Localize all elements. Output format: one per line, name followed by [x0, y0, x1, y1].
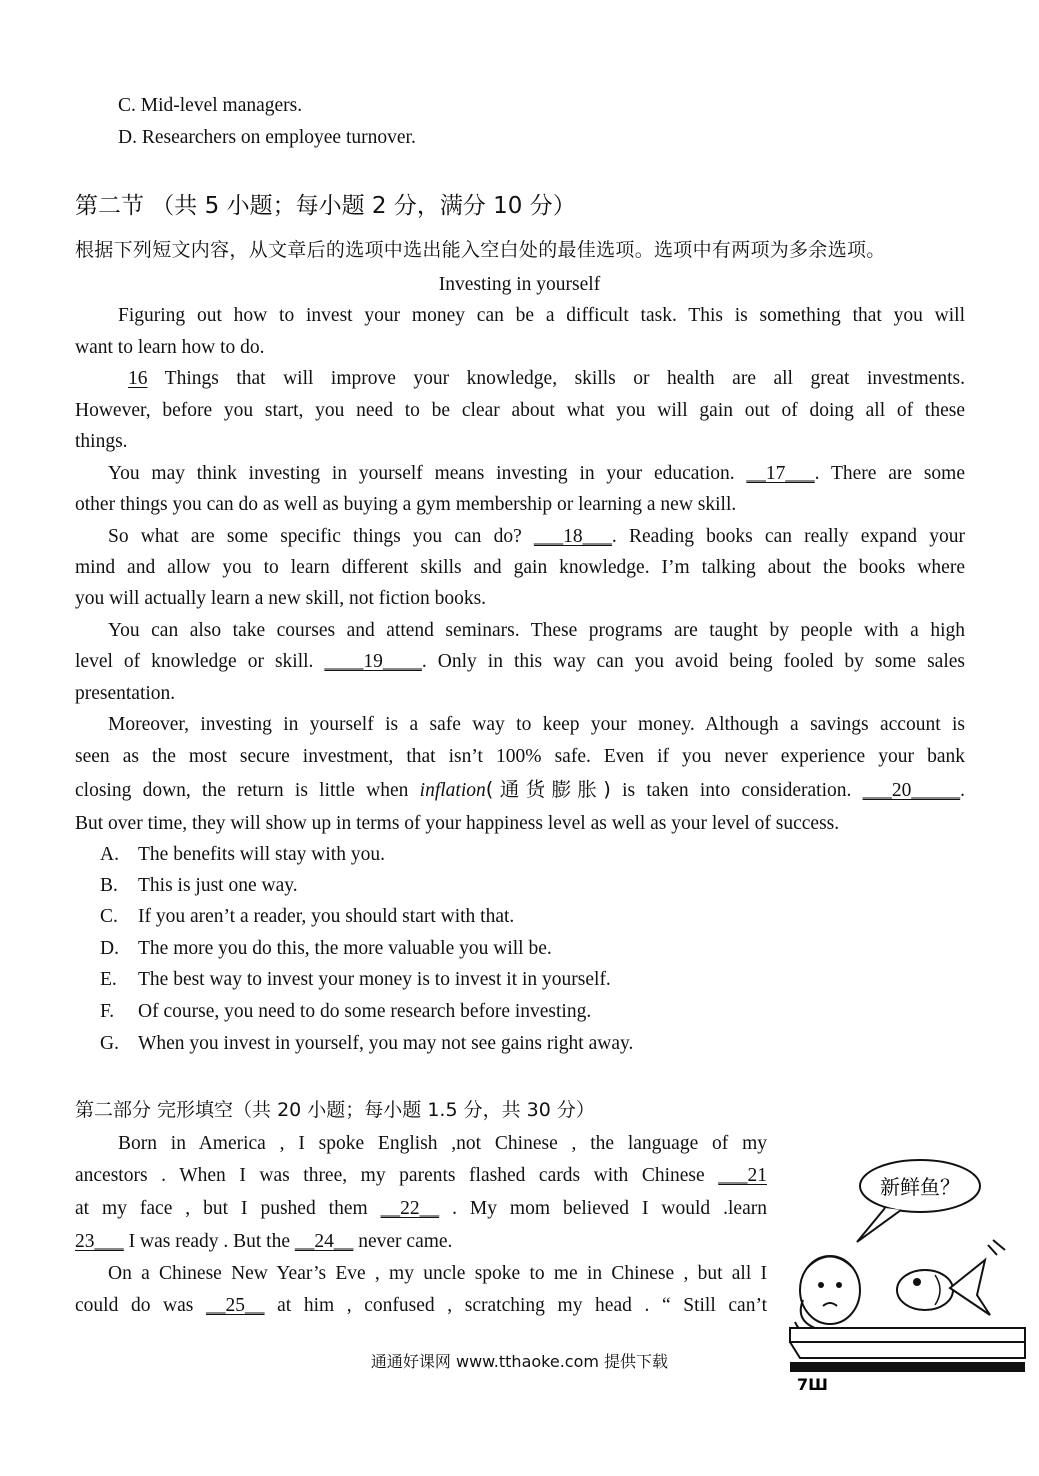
option-text: The more you do this, the more valuable you will be.	[138, 938, 552, 959]
p5-line-2	[75, 650, 965, 674]
p6-text-3c: .	[960, 780, 965, 801]
cloze-text-6b: at him , confused , scratching my head . “ Still can’t	[264, 1295, 768, 1316]
blank-23[interactable]: 23___	[75, 1231, 124, 1252]
p4-line-2	[75, 556, 965, 580]
p2-line-3: things.	[75, 431, 128, 452]
option-letter: C.	[100, 906, 118, 927]
p4-line-3: you will actually learn a new skill, not fiction books.	[75, 588, 487, 609]
bubble-tail	[857, 1208, 901, 1242]
cloze-text-1: Born in America , I spoke English ,not Chinese , the language of my	[118, 1133, 767, 1154]
p5-text-1: You can also take courses and attend seminars. These programs are taught by people with a high	[108, 620, 965, 641]
motion-lines	[988, 1240, 1005, 1255]
option-text: Of course, you need to do some research before investing.	[138, 1001, 592, 1022]
blank-19[interactable]: ____19____	[324, 651, 422, 672]
blank-17[interactable]: __17___	[746, 463, 815, 484]
bubble-text: 新鲜鱼？	[880, 1175, 960, 1199]
blank-25[interactable]: __25__	[206, 1295, 265, 1316]
option-letter: G.	[100, 1033, 119, 1054]
cloze-line-6	[75, 1294, 767, 1318]
blank-18[interactable]: ___18___	[533, 526, 612, 547]
option-text: If you aren’t a reader, you should start with that.	[138, 906, 515, 927]
p5-line-1	[108, 619, 965, 643]
option-text: The best way to invest your money is to invest it in yourself.	[138, 969, 611, 990]
p2-line-1	[128, 367, 965, 391]
table-sign: 7Ш	[797, 1375, 828, 1394]
option-letter: A.	[100, 844, 119, 865]
cloze-line-5	[108, 1262, 767, 1286]
p6-text-2: seen as the most secure investment, that isn’t 100% safe. Even if you never experience your bank	[75, 746, 965, 767]
p5-text-2b: . Only in this way can you avoid being fooled by some sales	[421, 651, 965, 672]
p3-line-2: other things you can do as well as buying a gym membership or learning a new skill.	[75, 494, 737, 515]
table-top	[790, 1328, 1025, 1342]
p6-line-1	[108, 713, 965, 737]
option-letter: F.	[100, 1001, 115, 1022]
boy-eye-right	[836, 1282, 842, 1288]
p1-line-2: want to learn how to do.	[75, 337, 265, 358]
option-a[interactable]	[100, 843, 385, 867]
option-text: When you invest in yourself, you may not see gains right away.	[138, 1033, 634, 1054]
p4-text-2: mind and allow you to learn different skills and gain knowledge. I’m talking about the books where	[75, 557, 965, 578]
cloze-text-2a: ancestors . When I was three, my parents flashed cards with Chinese	[75, 1165, 719, 1186]
part2-heading: 第二部分 完形填空（共 20 小题；每小题 1.5 分，共 30 分）	[75, 1099, 595, 1121]
section-instruction: 根据下列短文内容，从文章后的选项中选出能入空白处的最佳选项。选项中有两项为多余选项。	[75, 239, 886, 261]
inflation-word: inflation	[419, 780, 486, 801]
option-f[interactable]	[100, 1000, 591, 1024]
option-letter: D.	[100, 938, 119, 959]
cloze-text-4b: never came.	[353, 1231, 453, 1252]
page-footer: 通通好课网 www.tthaoke.com 提供下载	[370, 1352, 669, 1371]
option-d[interactable]	[100, 937, 552, 961]
boy-eye-left	[818, 1282, 824, 1288]
p4-text-1a: So what are some specific things you can do?	[108, 526, 534, 547]
cloze-line-3	[75, 1197, 767, 1221]
blank-22[interactable]: __22__	[380, 1198, 440, 1219]
blank-21[interactable]: ___21	[718, 1165, 767, 1186]
cloze-line-4	[75, 1230, 452, 1254]
fish-eye	[913, 1278, 921, 1286]
option-e[interactable]	[100, 968, 611, 992]
cloze-line-2	[75, 1164, 767, 1188]
p6-line-2	[75, 745, 965, 769]
p1-line-1	[118, 304, 965, 328]
prev-option-d: D. Researchers on employee turnover.	[118, 127, 416, 148]
option-c[interactable]	[100, 905, 514, 929]
p6-text-1: Moreover, investing in yourself is a safe way to keep your money. Although a savings account is	[108, 714, 965, 735]
p3-line-1	[108, 462, 965, 486]
option-letter: B.	[100, 875, 118, 896]
p2-text-1: Things that will improve your knowledge, skills or health are all great investments.	[147, 368, 965, 389]
option-b[interactable]	[100, 874, 298, 898]
blank-16[interactable]: 16	[128, 368, 148, 389]
cloze-text-3a: at my face , but I pushed them	[75, 1198, 381, 1219]
option-letter: E.	[100, 969, 117, 990]
p2-line-2	[75, 399, 965, 423]
p6-text-3b: is taken into consideration.	[610, 780, 863, 801]
p6-line-4: But over time, they will show up in terms of your happiness level as well as your level of success.	[75, 813, 840, 834]
blank-24[interactable]: __24__	[294, 1231, 354, 1252]
cloze-text-4a: I was ready . But the	[123, 1231, 295, 1252]
passage-title: Investing in yourself	[438, 274, 601, 295]
p2-text-2: However, before you start, you need to be clear about what you will gain out of doing all of these	[75, 400, 965, 421]
fish-tail	[950, 1260, 990, 1315]
option-g[interactable]	[100, 1032, 633, 1056]
p1-text-1: Figuring out how to invest your money can be a difficult task. This is something that you will	[118, 305, 965, 326]
cloze-text-5: On a Chinese New Year’s Eve , my uncle spoke to me in Chinese , but all I	[108, 1263, 767, 1284]
p4-text-1b: . Reading books can really expand your	[611, 526, 965, 547]
prev-option-c: C. Mid-level managers.	[118, 95, 303, 116]
p6-line-3	[75, 778, 965, 803]
p3-text-1b: . There are some	[814, 463, 965, 484]
cloze-text-3b: . My mom believed I would .learn	[439, 1198, 767, 1219]
blank-20[interactable]: ___20_____	[862, 780, 961, 801]
p5-line-3: presentation.	[75, 683, 176, 704]
option-text: This is just one way.	[138, 875, 298, 896]
inflation-cn: (通货膨胀)	[485, 778, 611, 801]
cloze-text-6a: could do was	[75, 1295, 207, 1316]
p6-text-3a: closing down, the return is little when	[75, 780, 420, 801]
cloze-line-1	[118, 1132, 767, 1156]
fish-body	[897, 1270, 953, 1310]
option-text: The benefits will stay with you.	[138, 844, 385, 865]
p3-text-1a: You may think investing in yourself means investing in your education.	[108, 463, 747, 484]
p4-line-1	[108, 525, 965, 549]
section-heading: 第二节 （共 5 小题；每小题 2 分，满分 10 分）	[75, 193, 576, 219]
p5-text-2a: level of knowledge or skill.	[75, 651, 325, 672]
